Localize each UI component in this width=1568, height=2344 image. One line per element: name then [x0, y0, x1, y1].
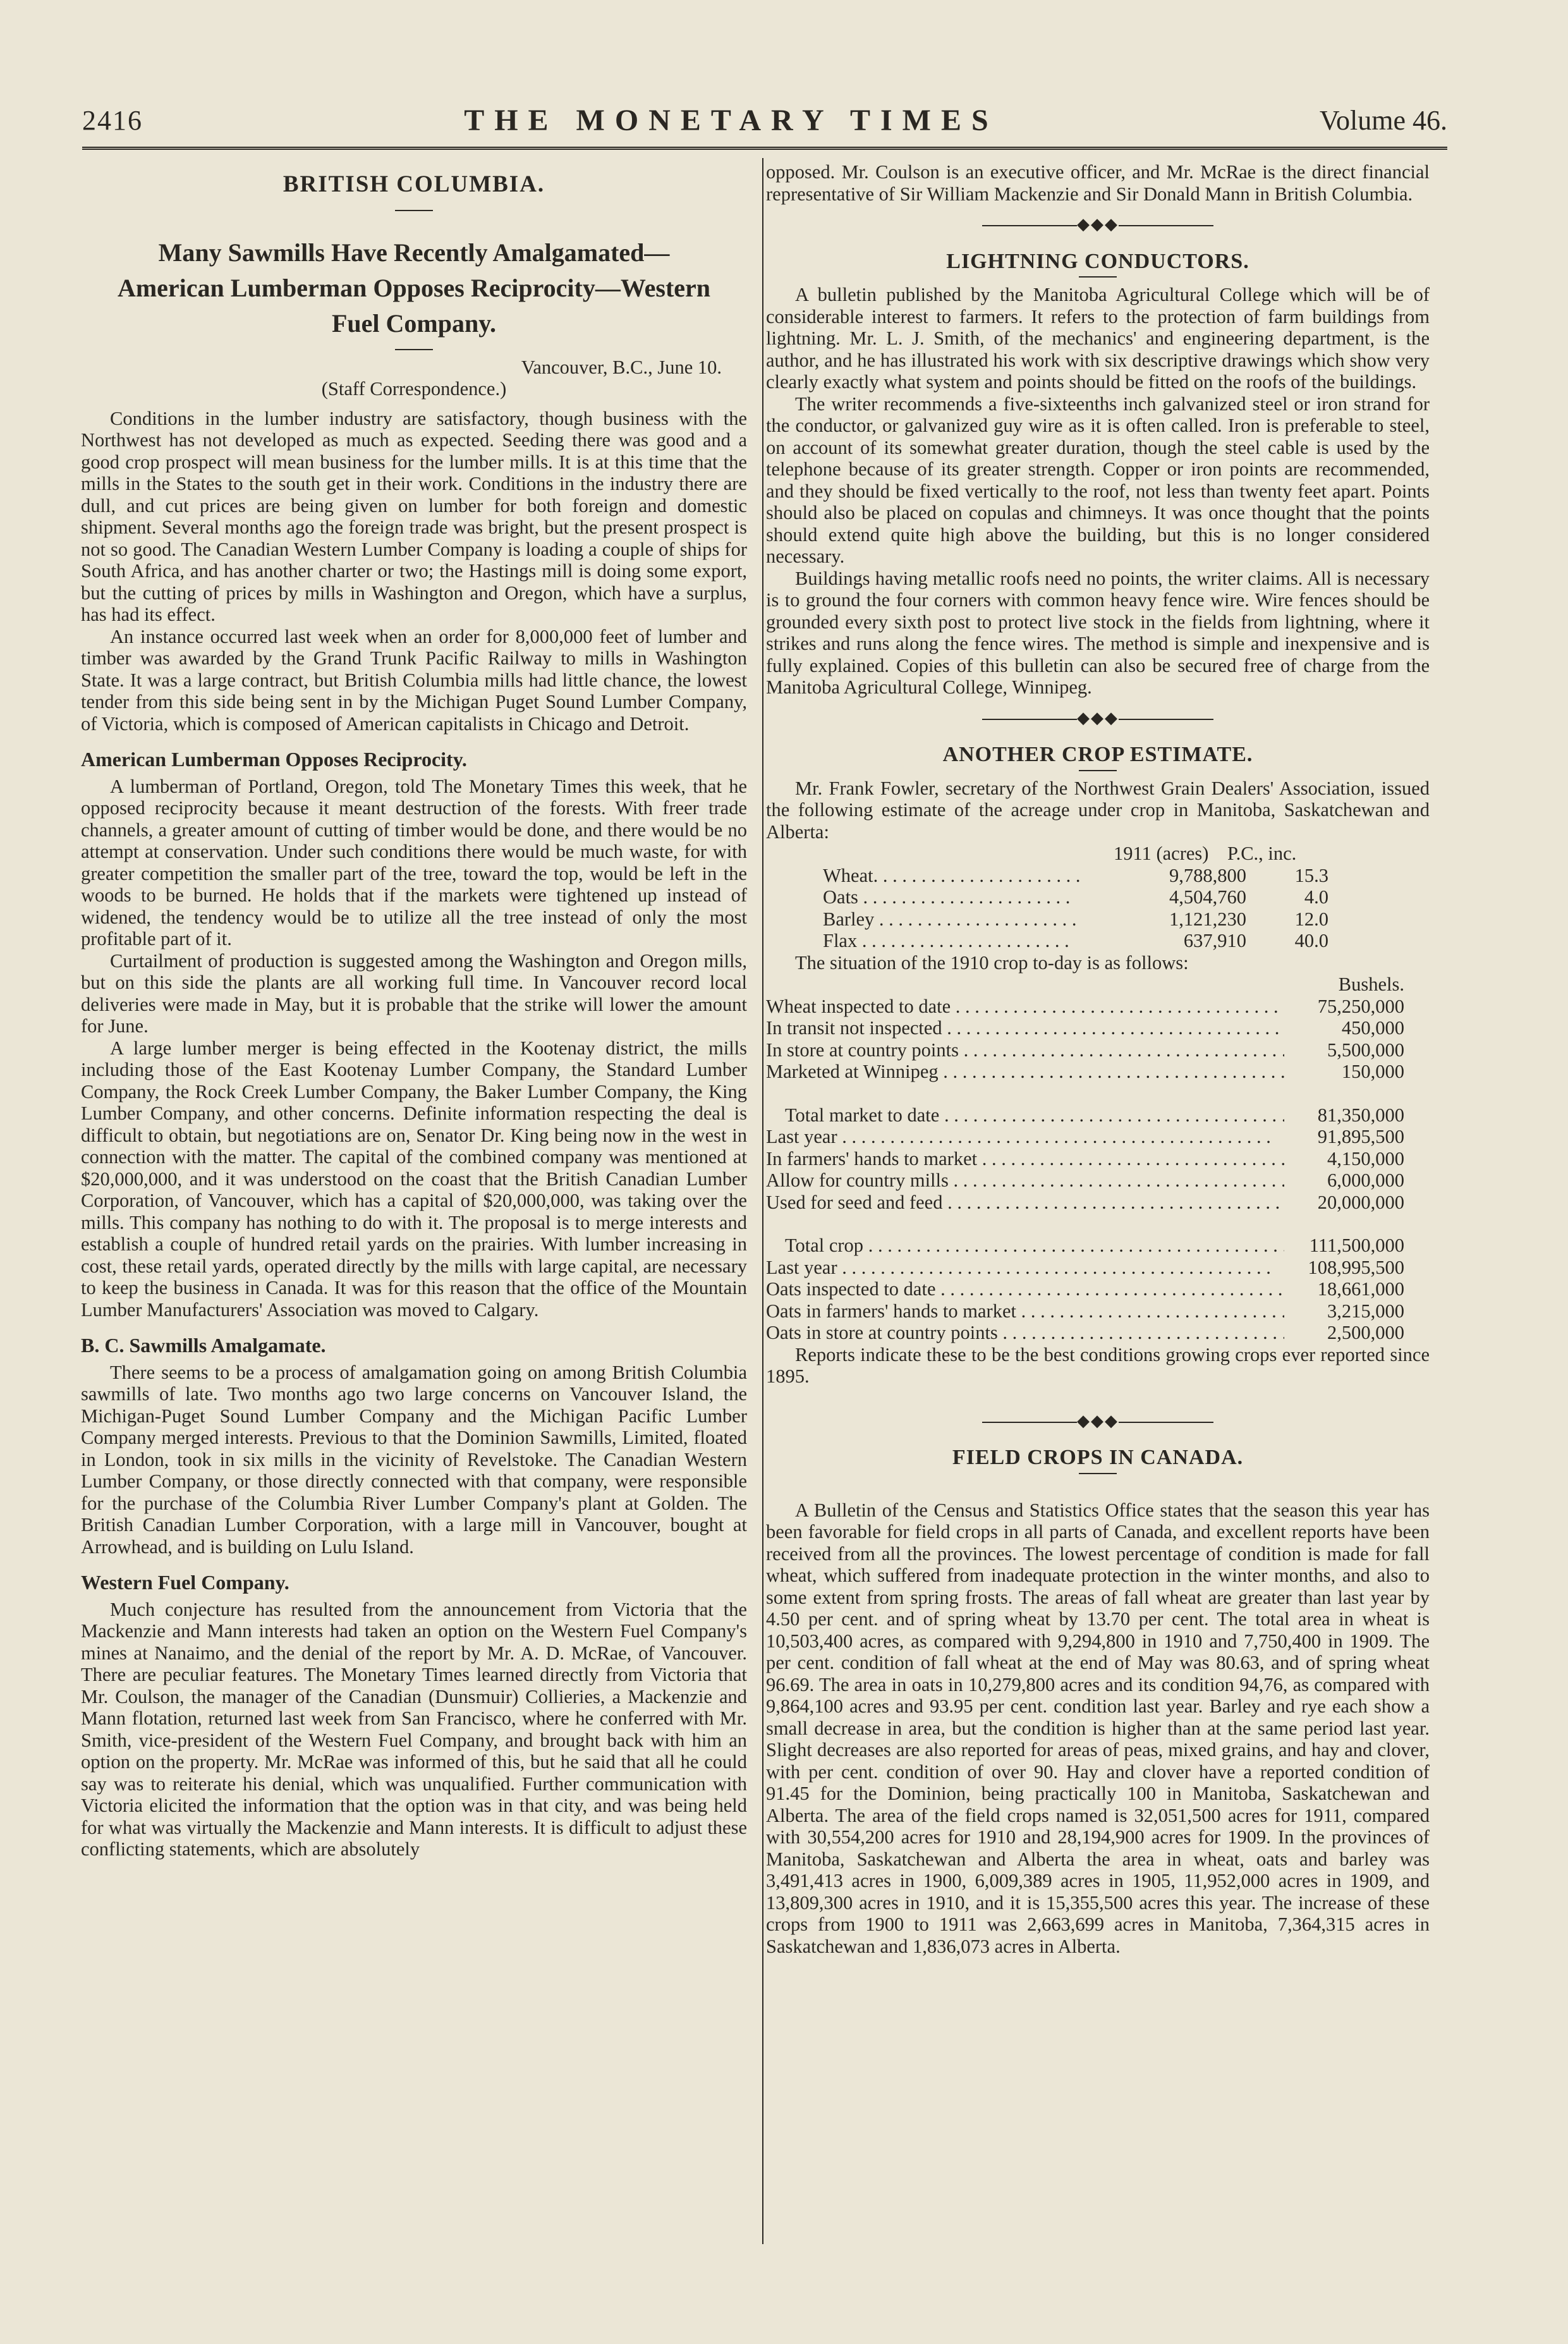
divider: [1079, 276, 1117, 278]
estimate-cell-acres: 9,788,800: [1169, 864, 1246, 886]
ornament-divider: ◆◆◆: [766, 707, 1430, 729]
estimate-row: [823, 930, 1430, 952]
situation-row: [766, 1235, 1430, 1257]
paragraph: The writer recommends a five-sixteenths inch galvanized steel or iron strand for the conductor, or galvanized guy wire as it is often called. Iron is preferable to steel, on account of its somewhat greater duration, though the steel cable is used by the telephone because of its greater strength. Copper or iron points are recommended, and they should be fixed vertically to the roof, not less than twenty feet apart. Points should also be placed on copulas and chimneys. It was once thought that the points should extend quite high above the building, but this is no longer considered necessary.: [766, 393, 1430, 567]
dateline: Vancouver, B.C., June 10.: [521, 356, 722, 378]
situation-value: 2,500,000: [1327, 1322, 1404, 1343]
situation-label: In store at country points . . .: [766, 1039, 1284, 1061]
paragraph: There seems to be a process of amalgamation going on among British Columbia sawmills of late. Two months ago two large concerns on Vancouver Island, the Michigan-Puget Sound Lumber Company and the Michigan Pacific Lumber Company merged interests. Previous to that the Dominion Sawmills, Limited, floated in London, took in six mills in the vicinity of Revelstoke. The Canadian Western Lumber Company, or those directly connected with that company, were responsible for the purchase of the Columbia River Lumber Company's plant at Golden. The British Canadian Lumber Corporation, with a large mill in Vancouver, bought at Arrowhead, and is building on Lulu Island.: [81, 1361, 747, 1558]
situation-row: [766, 1061, 1430, 1083]
paragraph: Conditions in the lumber industry are satisfactory, though business with the Northwest has not developed as much as expected. Seeding there was good and a good crop prospect will mean business for the lumber mills. It is at this time that the mills in the States to the south get in their work. Conditions in the industry there are dull, and cut prices are being given on lumber for both foreign and domestic shipment. Several months ago the foreign trade was bright, but the present prospect is not so good. The Canadian Western Lumber Company is loading a couple of ships for South Africa, and has another charter or two; the Hastings mill is doing some export, but the cutting of prices by mills in Washington and Oregon, which have a surplus, has had its effect.: [81, 407, 747, 625]
situation-value: 150,000: [1341, 1061, 1404, 1082]
subheading: Western Fuel Company.: [81, 1571, 289, 1594]
paragraph: Much conjecture has resulted from the announcement from Victoria that the Mackenzie and Mann interests had taken an option on the Western Fuel Company's mines at Nanaimo, and the denial of the report by Mr. A. D. McRae, of Vancouver. There are peculiar features. The Monetary Times learned directly from Victoria that Mr. Coulson, the manager of the Canadian (Dunsmuir) Collieries, a Mackenzie and Mann flotation, returned last week from San Francisco, where he conferred with Mr. Smith, vice-president of the Western Fuel Company, and brought back with him an option on the property. Mr. McRae was informed of this, but he said that all he could say was to reiterate his denial, which was unqualified. Further communication with Victoria elicited the information that the option was in that city, and was being held for what was virtually the Mackenzie and Mann interests. It is difficult to adjust these conflicting statements, which are absolutely: [81, 1598, 747, 1860]
situation-value: 4,150,000: [1327, 1147, 1404, 1169]
paragraph: An instance occurred last week when an order for 8,000,000 feet of lumber and timber was awarded by the Grand Trunk Pacific Railway to mills in Washington State. It was a large contract, but British Columbia mills had little chance, the lowest tender from this side being sent in by the Michigan Puget Sound Lumber Company, of Victoria, which is composed of American capitalists in Chicago and Detroit.: [81, 625, 747, 735]
estimate-row: [823, 886, 1430, 908]
left-column: [81, 161, 747, 1860]
estimate-header: [1114, 843, 1430, 865]
estimate-cell-pc: 15.3: [1294, 864, 1328, 886]
situation-label: In farmers' hands to market . . .: [766, 1148, 1284, 1170]
divider: [1079, 770, 1117, 771]
ornament-divider: ◆◆◆: [766, 1410, 1430, 1432]
situation-value: 108,995,500: [1308, 1256, 1404, 1278]
article-title: FIELD CROPS IN CANADA.: [952, 1446, 1244, 1469]
page-header: [82, 95, 1447, 145]
situation-label: Total market to date . . .: [785, 1104, 1284, 1126]
estimate-cell-name: Oats . . . . . . . . . . . . . . . . . . . . . .: [823, 886, 1071, 908]
paragraph: Curtailment of production is suggested among the Washington and Oregon mills, but on this side the plants are all working full time. In Vancouver record local deliveries were made in May, but it is probable that the strike will lower the amount for June.: [81, 949, 747, 1037]
estimate-table: [766, 865, 1430, 952]
column-header: P.C., inc.: [1227, 843, 1297, 864]
journal-title: THE MONETARY TIMES: [464, 103, 999, 137]
situation-table: [766, 1235, 1430, 1344]
divider: [1079, 1473, 1117, 1474]
situation-row: [766, 1300, 1430, 1322]
divider: [395, 349, 433, 350]
article-title: LIGHTNING CONDUCTORS.: [946, 249, 1249, 273]
situation-label: Oats in store at country points . . .: [766, 1322, 1284, 1344]
situation-label: Total crop . . .: [785, 1235, 1284, 1257]
paragraph: The situation of the 1910 crop to-day is as follows:: [795, 951, 1189, 974]
situation-value: 20,000,000: [1317, 1191, 1404, 1213]
estimate-row: [823, 865, 1430, 887]
paragraph: A bulletin published by the Manitoba Agricultural College which will be of considerable interest to farmers. It refers to the protection of farm buildings from lightning. Mr. L. J. Smith, of the mechanics' and engineering department, is the author, and he has illustrated his work with six descriptive drawings which show very clearly exactly what system and points should be fitted on the roofs of the buildings.: [766, 284, 1430, 393]
situation-row: [766, 1126, 1430, 1148]
situation-label: Last year . . .: [766, 1126, 1284, 1148]
ornament-divider: ◆◆◆: [766, 214, 1430, 236]
situation-row: [766, 1169, 1430, 1192]
situation-value: 91,895,500: [1317, 1126, 1404, 1147]
situation-value: 450,000: [1341, 1017, 1404, 1039]
paragraph: Reports indicate these to be the best conditions growing crops ever reported since 1895.: [766, 1343, 1430, 1387]
situation-row: [766, 1257, 1430, 1279]
subheading: American Lumberman Opposes Reciprocity.: [81, 748, 467, 771]
situation-value: 75,250,000: [1317, 995, 1404, 1017]
situation-value: 3,215,000: [1327, 1300, 1404, 1322]
estimate-cell-acres: 4,504,760: [1169, 886, 1246, 908]
byline: (Staff Correspondence.): [321, 378, 507, 400]
situation-label: Used for seed and feed . . .: [766, 1192, 1284, 1214]
situation-row: [766, 1104, 1430, 1126]
situation-label: In transit not inspected . . .: [766, 1017, 1284, 1039]
page-number: 2416: [82, 104, 143, 136]
right-column: [766, 161, 1430, 1957]
paragraph: opposed. Mr. Coulson is an executive officer, and Mr. McRae is the direct financial representative of Sir William Mackenzie and Sir Donald Mann in British Columbia.: [766, 161, 1430, 205]
column-header: 1911 (acres): [1114, 843, 1209, 864]
article-title: ANOTHER CROP ESTIMATE.: [942, 743, 1253, 766]
situation-row: [766, 1322, 1430, 1344]
situation-label: Oats inspected to date . . .: [766, 1278, 1284, 1300]
situation-row: [766, 1278, 1430, 1300]
estimate-cell-name: Flax . . . . . . . . . . . . . . . . . . . . . .: [823, 930, 1069, 951]
situation-row: [766, 996, 1430, 1018]
situation-value: 6,000,000: [1327, 1169, 1404, 1191]
estimate-cell-name: Wheat. . . . . . . . . . . . . . . . . . . . . .: [823, 864, 1081, 886]
estimate-cell-acres: 1,121,230: [1169, 908, 1246, 930]
estimate-cell-acres: 637,910: [1183, 930, 1246, 951]
situation-value: 111,500,000: [1309, 1235, 1404, 1256]
paragraph: A large lumber merger is being effected in the Kootenay district, the mills including those of the East Kootenay Lumber Company, the Standard Lumber Company, the Rock Creek Lumber Company, the Baker Lumber Company, the King Lumber Company, and other concerns. Definite information respecting the deal is difficult to obtain, but negotiations are on, Senator Dr. King being now in the west in connection with the matter. The capital of the combined company was mentioned at $20,000,000, and it was understood on the coast that the British Canadian Lumber Corporation, of Vancouver, which has a capital of $20,000,000, was taking over the mills. This company has nothing to do with it. The proposal is to merge interests and establish a couple of hundred retail yards on the prairies. With lumber increasing in cost, these retail yards, operated directly by the mills with large capital, are necessary to keep the business in Canada. It was for this reason that the office of the Mountain Lumber Manufacturers' Association was moved to Calgary.: [81, 1037, 747, 1321]
estimate-row: [823, 908, 1430, 931]
divider: [395, 210, 433, 211]
column-divider: [762, 158, 763, 2244]
paragraph: Mr. Frank Fowler, secretary of the Northwest Grain Dealers' Association, issued the following estimate of the acreage under crop in Manitoba, Saskatchewan and Alberta:: [766, 777, 1430, 843]
situation-label: Marketed at Winnipeg . . .: [766, 1061, 1284, 1083]
section-title: BRITISH COLUMBIA.: [283, 171, 545, 197]
situation-label: Wheat inspected to date . . .: [766, 996, 1284, 1018]
situation-label: Allow for country mills . . .: [766, 1169, 1284, 1192]
estimate-cell-pc: 12.0: [1294, 908, 1328, 930]
paragraph: A Bulletin of the Census and Statistics Office states that the season this year has been favorable for field crops in all parts of Canada, and excellent reports have been received from all the provinces. The lowest percentage of condition is made for fall wheat, which suffered from inadequate protection in the winter months, and also to some extent from spring frosts. The areas of fall wheat are greater than last year by 4.50 per cent. and of spring wheat by 13.70 per cent. The total area in wheat is 10,503,400 acres, as compared with 9,294,800 in 1910 and 7,750,400 in 1909. The per cent. condition of fall wheat at the end of May was 80.63, and of spring wheat 96.69. The area in oats in 10,279,800 acres and its condition 94,76, as compared with 9,864,100 acres and 93.95 per cent. condition last year. Barley and rye each show a small decrease in area, but the condition is higher than at the same period last year. Slight decreases are also reported for areas of peas, mixed grains, and hay and clover, with per cent. condition of over 90. Hay and clover have a reported condition of 91.45 for the Dominion, being practically 100 in Manitoba, Saskatchewan and Alberta. The area of the field crops named is 32,051,500 acres for 1911, compared with 30,554,200 acres for 1910 and 28,194,900 acres for 1909. In the provinces of Manitoba, Saskatchewan and Alberta the area in wheat, oats and barley was 3,491,413 acres in 1900, 6,009,389 acres in 1905, 11,952,000 acres in 1909, and 13,809,300 acres in 1910, and it is 15,355,500 acres this year. The increase of these crops from 1900 to 1911 was 2,663,699 acres in Manitoba, 7,364,315 acres in Saskatchewan and 1,836,073 acres in Alberta.: [766, 1499, 1430, 1957]
situation-value: 81,350,000: [1317, 1104, 1404, 1126]
estimate-cell-name: Barley . . . . . . . . . . . . . . . . . . . . .: [823, 908, 1077, 930]
situation-row: [766, 1148, 1430, 1170]
situation-value: 18,661,000: [1317, 1278, 1404, 1300]
estimate-cell-pc: 4.0: [1304, 886, 1328, 908]
estimate-cell-pc: 40.0: [1294, 930, 1328, 951]
subheading: B. C. Sawmills Amalgamate.: [81, 1334, 326, 1357]
paragraph: A lumberman of Portland, Oregon, told The Monetary Times this week, that he opposed reciprocity because it meant destruction of the forests. With freer trade channels, a greater amount of cutting of timber would be done, and there would be no attempt at conservation. Under such conditions there would be much waste, for with greater competition the smaller part of the tree, toward the top, would be left in the woods to be burned. He holds that if the markets were tightened up instead of widened, the tendency would be to utilize all the tree instead of only the most profitable part of it.: [81, 775, 747, 949]
situation-row: [766, 1039, 1430, 1061]
situation-table: [766, 1104, 1430, 1214]
header-rule: [82, 147, 1447, 150]
situation-label: Last year . . .: [766, 1257, 1284, 1279]
situation-row: [766, 1192, 1430, 1214]
situation-row: [766, 1017, 1430, 1039]
situation-table: [766, 996, 1430, 1083]
volume-label: Volume 46.: [1319, 104, 1447, 136]
situation-value: 5,500,000: [1327, 1039, 1404, 1061]
column-header: Bushels.: [1338, 974, 1404, 995]
situation-label: Oats in farmers' hands to market . . .: [766, 1300, 1284, 1322]
paragraph: Buildings having metallic roofs need no points, the writer claims. All is necessary is to ground the four corners with common heavy fence wire. Wire fences should be grounded every sixth post to protect live stock in the fields from lightning, where it strikes and runs along the fence wires. The method is simple and inexpensive and is fully explained. Copies of this bulletin can also be secured free of charge from the Manitoba Agricultural College, Winnipeg.: [766, 567, 1430, 698]
article-headline: Many Sawmills Have Recently Amalgamated—American Lumberman Opposes Reciprocity—Western Fuel Company.: [117, 238, 711, 338]
